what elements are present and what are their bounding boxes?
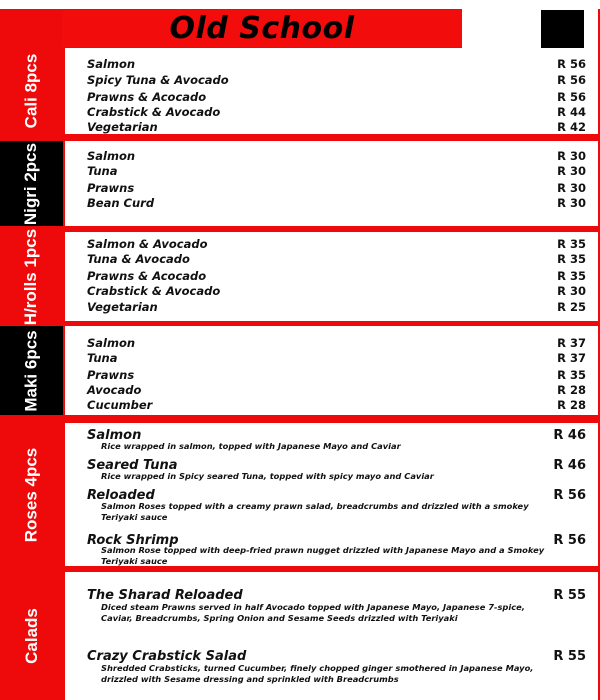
menu-section bbox=[0, 228, 600, 325]
item-price: R 56 bbox=[557, 90, 586, 104]
menu-section bbox=[0, 326, 600, 415]
item-price: R 30 bbox=[557, 284, 586, 298]
menu-item bbox=[87, 398, 586, 412]
item-name: Prawns & Acocado bbox=[87, 90, 207, 104]
item-name: Tuna & Avocado bbox=[87, 252, 190, 266]
menu-item bbox=[87, 73, 586, 87]
title-bar bbox=[62, 10, 462, 47]
item-name: Rock Shrimp bbox=[87, 533, 179, 548]
item-name: Seared Tuna bbox=[87, 458, 178, 473]
item-name: Salmon & Avocado bbox=[87, 237, 208, 251]
item-name: Salmon bbox=[87, 336, 136, 350]
item-price: R 28 bbox=[557, 383, 586, 397]
item-name: Salmon bbox=[87, 428, 142, 443]
item-name: Vegetarian bbox=[87, 120, 158, 134]
section-label bbox=[0, 423, 63, 566]
item-price: R 46 bbox=[553, 428, 586, 443]
item-name: Salmon bbox=[87, 57, 136, 71]
menu-item bbox=[87, 300, 586, 314]
menu-item bbox=[87, 90, 586, 104]
menu-item bbox=[87, 120, 586, 134]
menu-item bbox=[87, 164, 586, 178]
menu-section bbox=[0, 141, 600, 226]
item-name: Crabstick & Avocado bbox=[87, 284, 221, 298]
menu-item bbox=[87, 351, 586, 365]
item-price: R 44 bbox=[557, 105, 586, 119]
section-content bbox=[65, 326, 598, 415]
menu-section bbox=[0, 48, 600, 134]
item-description: Rice wrapped in salmon, topped with Japanese Mayo and Caviar bbox=[101, 441, 401, 451]
item-price: R 56 bbox=[557, 73, 586, 87]
item-name: Salmon bbox=[87, 149, 136, 163]
decorative-black-box bbox=[541, 10, 584, 53]
menu-title: Old School bbox=[169, 11, 355, 46]
section-label bbox=[0, 48, 63, 134]
item-name: Crazy Crabstick Salad bbox=[87, 649, 247, 664]
item-description: Diced steam Prawns served in half Avocado topped with Japanese Mayo, Japanese 7-spice, Caviar, Breadcrumbs, Spring Onion and Sesame Seeds drizzled with Teriyaki bbox=[101, 602, 525, 623]
item-name: Bean Curd bbox=[87, 196, 155, 210]
item-price: R 56 bbox=[553, 533, 586, 548]
section-label-text: Nigri 2pcs bbox=[21, 142, 41, 225]
item-name: Spicy Tuna & Avocado bbox=[87, 73, 229, 87]
top-strip bbox=[0, 0, 600, 9]
item-price: R 28 bbox=[557, 398, 586, 412]
item-price: R 37 bbox=[557, 336, 586, 350]
menu-item bbox=[87, 105, 586, 119]
item-description: Salmon Roses topped with a creamy prawn salad, breadcrumbs and drizzled with a smokey Teriyaki sauce bbox=[101, 501, 529, 522]
menu-item bbox=[87, 252, 586, 266]
item-name: Tuna bbox=[87, 351, 118, 365]
section-content bbox=[65, 141, 598, 226]
section-content bbox=[65, 48, 598, 134]
item-price: R 35 bbox=[557, 237, 586, 251]
menu-section bbox=[0, 572, 600, 700]
menu-item bbox=[87, 149, 586, 163]
item-name: Prawns bbox=[87, 181, 135, 195]
section-label bbox=[0, 141, 63, 226]
item-name: Tuna bbox=[87, 164, 118, 178]
item-name: Cucumber bbox=[87, 398, 153, 412]
item-price: R 42 bbox=[557, 120, 586, 134]
menu-item bbox=[87, 237, 586, 251]
item-name: Prawns & Acocado bbox=[87, 269, 207, 283]
section-content bbox=[65, 423, 598, 566]
menu-item bbox=[87, 196, 586, 210]
section-content bbox=[65, 572, 598, 700]
menu-item bbox=[87, 588, 586, 603]
item-name: Crabstick & Avocado bbox=[87, 105, 221, 119]
section-label bbox=[0, 228, 63, 325]
item-name: Avocado bbox=[87, 383, 142, 397]
menu-item bbox=[87, 336, 586, 350]
menu-item bbox=[87, 284, 586, 298]
section-label-text: Calads bbox=[21, 608, 41, 664]
menu-section bbox=[0, 423, 600, 566]
item-name: Reloaded bbox=[87, 488, 155, 503]
item-name: Prawns bbox=[87, 368, 135, 382]
item-price: R 30 bbox=[557, 164, 586, 178]
item-price: R 25 bbox=[557, 300, 586, 314]
item-price: R 30 bbox=[557, 196, 586, 210]
section-label bbox=[0, 326, 63, 415]
item-price: R 30 bbox=[557, 149, 586, 163]
item-price: R 37 bbox=[557, 351, 586, 365]
item-price: R 46 bbox=[553, 458, 586, 473]
item-description: Rice wrapped in Spicy seared Tuna, topped with spicy mayo and Caviar bbox=[101, 471, 434, 481]
menu-item bbox=[87, 368, 586, 382]
section-label-text: H/rolls 1pcs bbox=[21, 228, 41, 325]
item-description: Shredded Crabsticks, turned Cucumber, finely chopped ginger smothered in Japanese Mayo, drizzled with Sesame dressing and sprinkled with Breadcrumbs bbox=[101, 663, 534, 684]
menu-item bbox=[87, 269, 586, 283]
item-price: R 35 bbox=[557, 269, 586, 283]
item-description: Salmon Rose topped with deep-fried prawn nugget drizzled with Japanese Mayo and a Smokey Teriyaki sauce bbox=[101, 545, 545, 566]
section-label-text: Maki 6pcs bbox=[21, 329, 41, 412]
menu-item bbox=[87, 57, 586, 71]
menu-item bbox=[87, 181, 586, 195]
section-content bbox=[65, 232, 598, 321]
menu-item bbox=[87, 383, 586, 397]
item-name: The Sharad Reloaded bbox=[87, 588, 243, 603]
item-name: Vegetarian bbox=[87, 300, 158, 314]
item-price: R 30 bbox=[557, 181, 586, 195]
menu-item bbox=[87, 649, 586, 664]
section-label-text: Cali 8pcs bbox=[21, 53, 41, 129]
item-price: R 35 bbox=[557, 252, 586, 266]
section-label-text: Roses 4pcs bbox=[21, 447, 41, 542]
item-price: R 56 bbox=[553, 488, 586, 503]
section-label bbox=[0, 572, 63, 700]
item-price: R 55 bbox=[553, 649, 586, 664]
item-price: R 56 bbox=[557, 57, 586, 71]
item-price: R 55 bbox=[553, 588, 586, 603]
item-price: R 35 bbox=[557, 368, 586, 382]
